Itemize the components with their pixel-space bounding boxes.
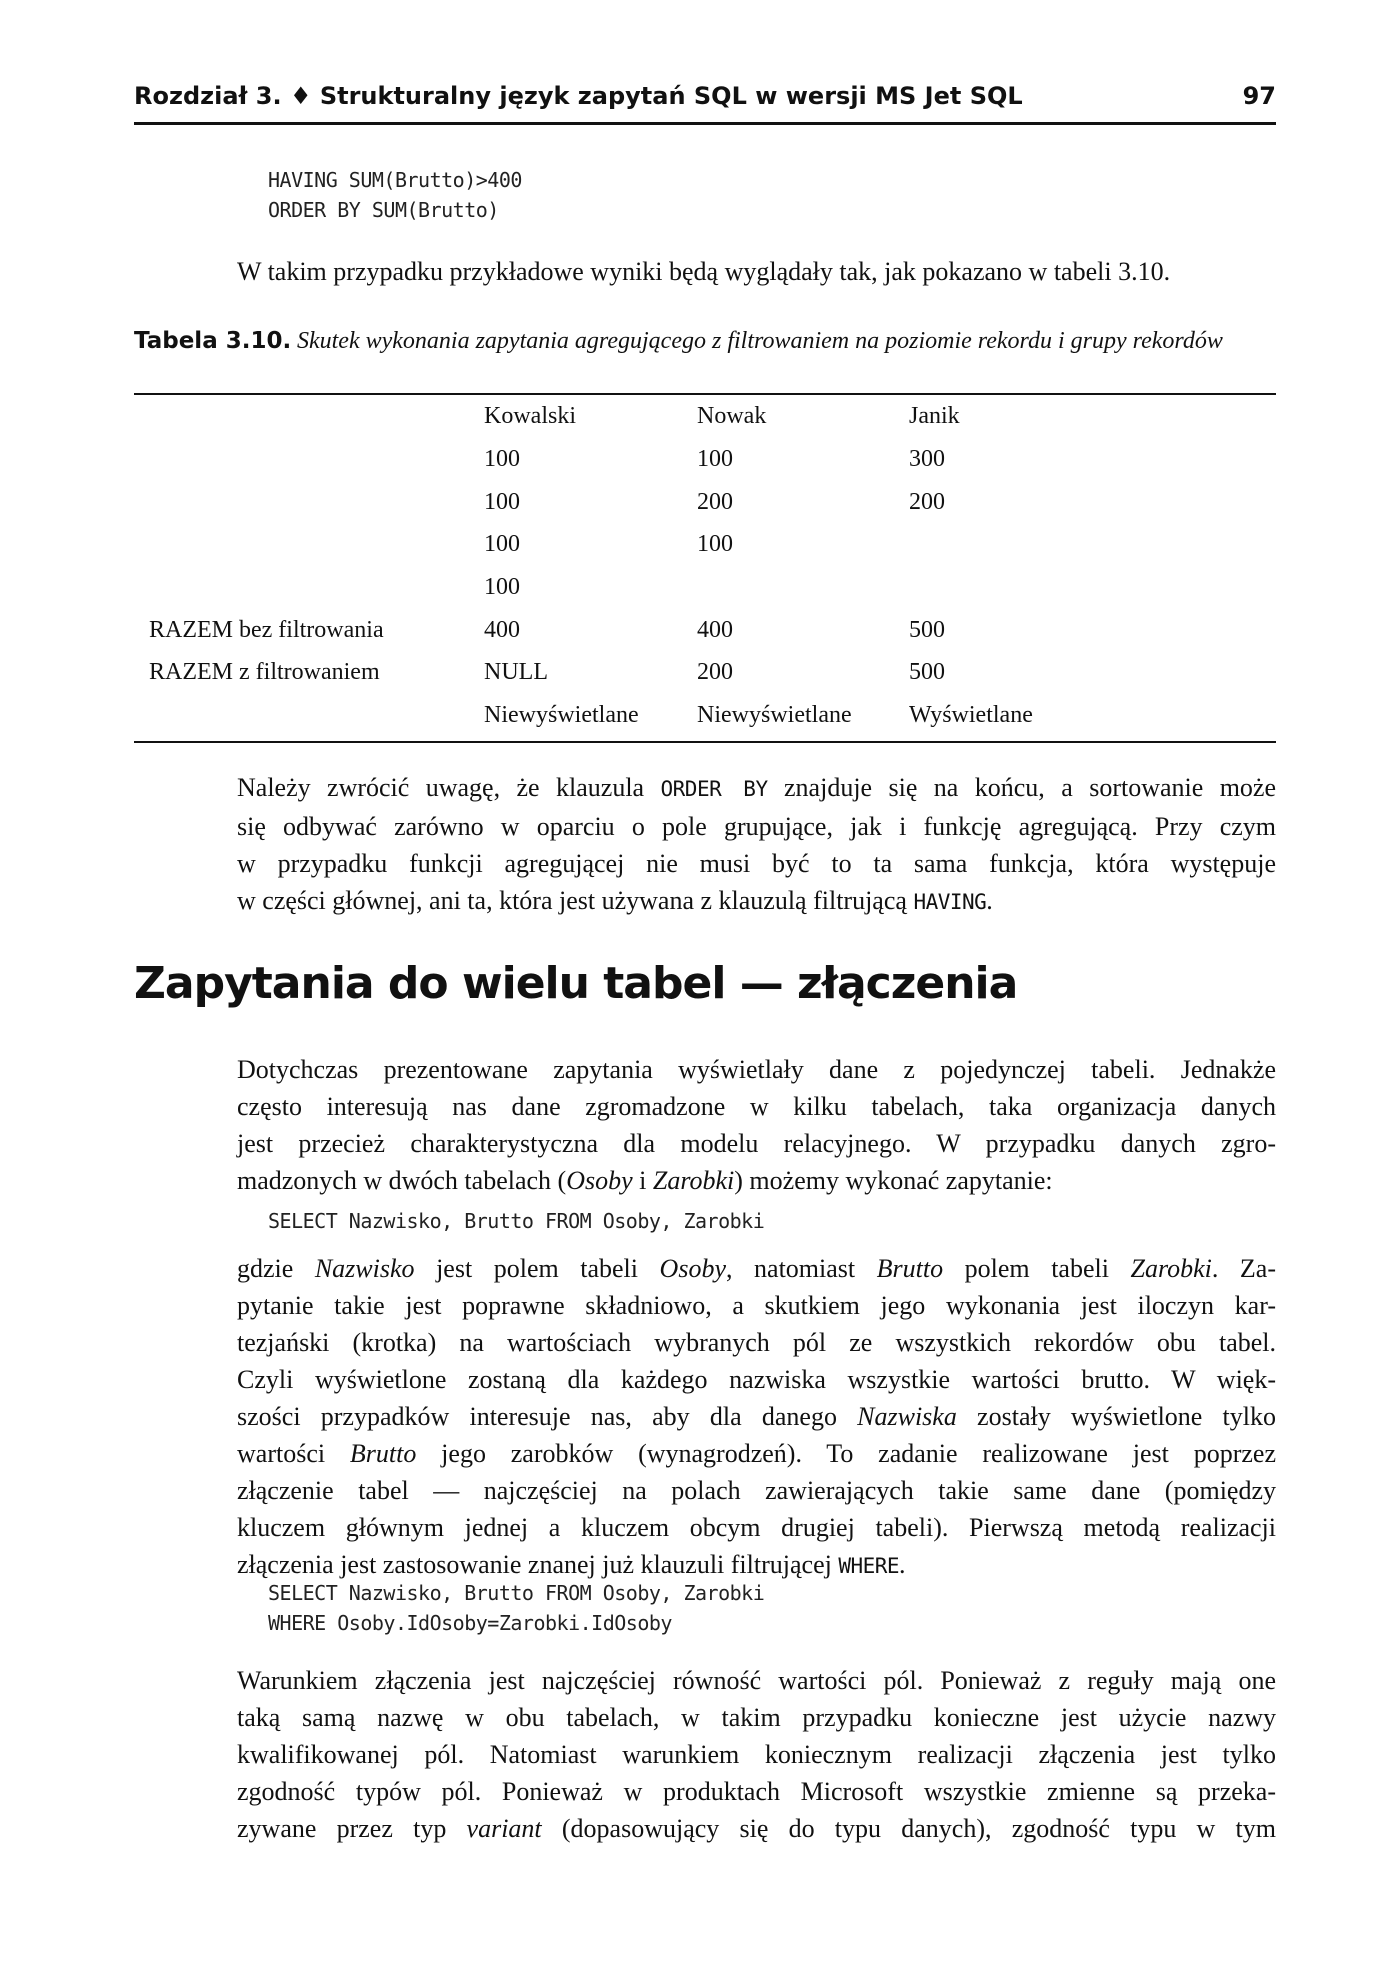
paragraph-line: zgodność typów pól. Ponieważ w produktach Microsoft wszystkie zmienne są przeka-: [237, 1777, 1276, 1806]
code-block-where: [268, 1578, 764, 1638]
paragraph-line: w przypadku funkcji agregującej nie musi być to ta sama funkcja, która występuje: [237, 849, 1276, 878]
paragraph-line: zywane przez typ variant (dopasowujący się do typu danych), zgodność typu w tym: [237, 1814, 1276, 1843]
table-header-cell: Kowalski: [484, 403, 576, 429]
table-caption-label: Tabela 3.10.: [134, 328, 292, 354]
paragraph-line: pytanie takie jest poprawne składniowo, a skutkiem jego wykonania jest iloczyn kar-: [237, 1291, 1276, 1320]
table-cell: Niewyświetlane: [484, 702, 639, 728]
paragraph-line: jest przecież charakterystyczna dla modelu relacyjnego. W przypadku danych zgro-: [237, 1129, 1276, 1158]
paragraph-line: madzonych w dwóch tabelach (Osoby i Zarobki) możemy wykonać zapytanie:: [237, 1166, 1053, 1195]
table-cell: 100: [484, 531, 520, 557]
table-cell: Wyświetlane: [909, 702, 1033, 728]
table-cell: 300: [909, 446, 945, 472]
paragraph-join-condition: [237, 1662, 1276, 1847]
paragraph-line: Czyli wyświetlone zostaną dla każdego nazwiska wszystkie wartości brutto. W więk-: [237, 1365, 1276, 1394]
paragraph-line: w części głównej, ani ta, która jest używana z klauzulą filtrującą HAVING.: [237, 886, 993, 915]
paragraph-line: złączenia jest zastosowanie znanej już klauzuli filtrującej WHERE.: [237, 1550, 906, 1579]
inline-code: ORDER BY: [660, 777, 768, 801]
table-cell: 500: [909, 617, 945, 643]
table-cell: 200: [697, 659, 733, 685]
code-block-select: [268, 1206, 764, 1236]
paragraph-line: wartości Brutto jego zarobków (wynagrodzeń). To zadanie realizowane jest poprzez: [237, 1439, 1276, 1468]
paragraph-line: kwalifikowanej pól. Natomiast warunkiem koniecznym realizacji złączenia jest tylko: [237, 1740, 1276, 1769]
page-number: 97: [1242, 82, 1276, 110]
code-line: SELECT Nazwisko, Brutto FROM Osoby, Zarobki: [268, 1581, 765, 1605]
chapter-title: Rozdział 3. ♦ Strukturalny język zapytań SQL w wersji MS Jet SQL: [134, 82, 1023, 110]
table-row-label: RAZEM z filtrowaniem: [149, 659, 380, 685]
paragraph-line: się odbywać zarówno w oparciu o pole grupujące, jak i funkcję agregującą. Przy czym: [237, 812, 1276, 841]
paragraph-line: Należy zwrócić uwagę, że klauzula ORDER BY znajduje się na końcu, a sortowanie może: [237, 773, 1276, 802]
paragraph-line: Dotychczas prezentowane zapytania wyświetlały dane z pojedynczej tabeli. Jednakże: [237, 1055, 1276, 1084]
paragraph-line: często interesują nas dane zgromadzone w kilku tabelach, taka organizacja danych: [237, 1092, 1276, 1121]
table-row-label: RAZEM bez filtrowania: [149, 617, 384, 643]
table-cell: 100: [484, 446, 520, 472]
paragraph-line: złączenie tabel — najczęściej na polach zawierających takie same dane (pomiędzy: [237, 1476, 1276, 1505]
code-line: HAVING SUM(Brutto)>400: [268, 168, 522, 192]
table-cell: 400: [484, 617, 520, 643]
table-cell: NULL: [484, 659, 548, 685]
table-caption: [134, 324, 1276, 358]
code-line: WHERE Osoby.IdOsoby=Zarobki.IdOsoby: [268, 1611, 672, 1635]
table-header-cell: Janik: [909, 403, 960, 429]
table-cell: 200: [697, 489, 733, 515]
table-cell: 400: [697, 617, 733, 643]
paragraph-line: tezjański (krotka) na wartościach wybranych pól ze wszystkich rekordów obu tabel.: [237, 1328, 1276, 1357]
paragraph-line: taką samą nazwę w obu tabelach, w takim przypadku konieczne jest użycie nazwy: [237, 1703, 1276, 1732]
paragraph-cartesian: [237, 1250, 1276, 1585]
inline-code: HAVING: [913, 890, 987, 914]
paragraph-line: kluczem głównym jednej a kluczem obcym drugiej tabeli). Pierwszą metodą realizacji: [237, 1513, 1276, 1542]
code-block-having: [268, 165, 522, 225]
paragraph-line: Warunkiem złączenia jest najczęściej równość wartości pól. Ponieważ z reguły mają one: [237, 1666, 1276, 1695]
running-header: [134, 82, 1276, 125]
section-heading: Zapytania do wielu tabel — złączenia: [134, 958, 1018, 1009]
table-cell: 100: [484, 489, 520, 515]
paragraph-line: gdzie Nazwisko jest polem tabeli Osoby, natomiast Brutto polem tabeli Zarobki. Za-: [237, 1254, 1276, 1283]
inline-code: WHERE: [838, 1554, 900, 1578]
table-header-cell: Nowak: [697, 403, 767, 429]
table-top-rule: [134, 393, 1276, 395]
table-cell: 200: [909, 489, 945, 515]
code-line: ORDER BY SUM(Brutto): [268, 198, 499, 222]
table-bottom-rule: [134, 741, 1276, 743]
paragraph-multi-table-intro: [237, 1051, 1276, 1199]
paragraph-line: szości przypadków interesuje nas, aby dla danego Nazwiska zostały wyświetlone tylko: [237, 1402, 1276, 1431]
table-cell: 100: [697, 531, 733, 557]
paragraph-order-by: [237, 769, 1276, 921]
table-caption-text: Skutek wykonania zapytania agregującego z filtrowaniem na poziomie rekordu i grupy rekordów: [296, 328, 1223, 354]
paragraph-line: W takim przypadku przykładowe wyniki będą wyglądały tak, jak pokazano w tabeli 3.10.: [237, 257, 1171, 286]
code-line: SELECT Nazwisko, Brutto FROM Osoby, Zarobki: [268, 1209, 765, 1233]
paragraph-intro: [237, 253, 1276, 290]
table-cell: Niewyświetlane: [697, 702, 852, 728]
table-cell: 500: [909, 659, 945, 685]
table-cell: 100: [697, 446, 733, 472]
table-cell: 100: [484, 574, 520, 600]
